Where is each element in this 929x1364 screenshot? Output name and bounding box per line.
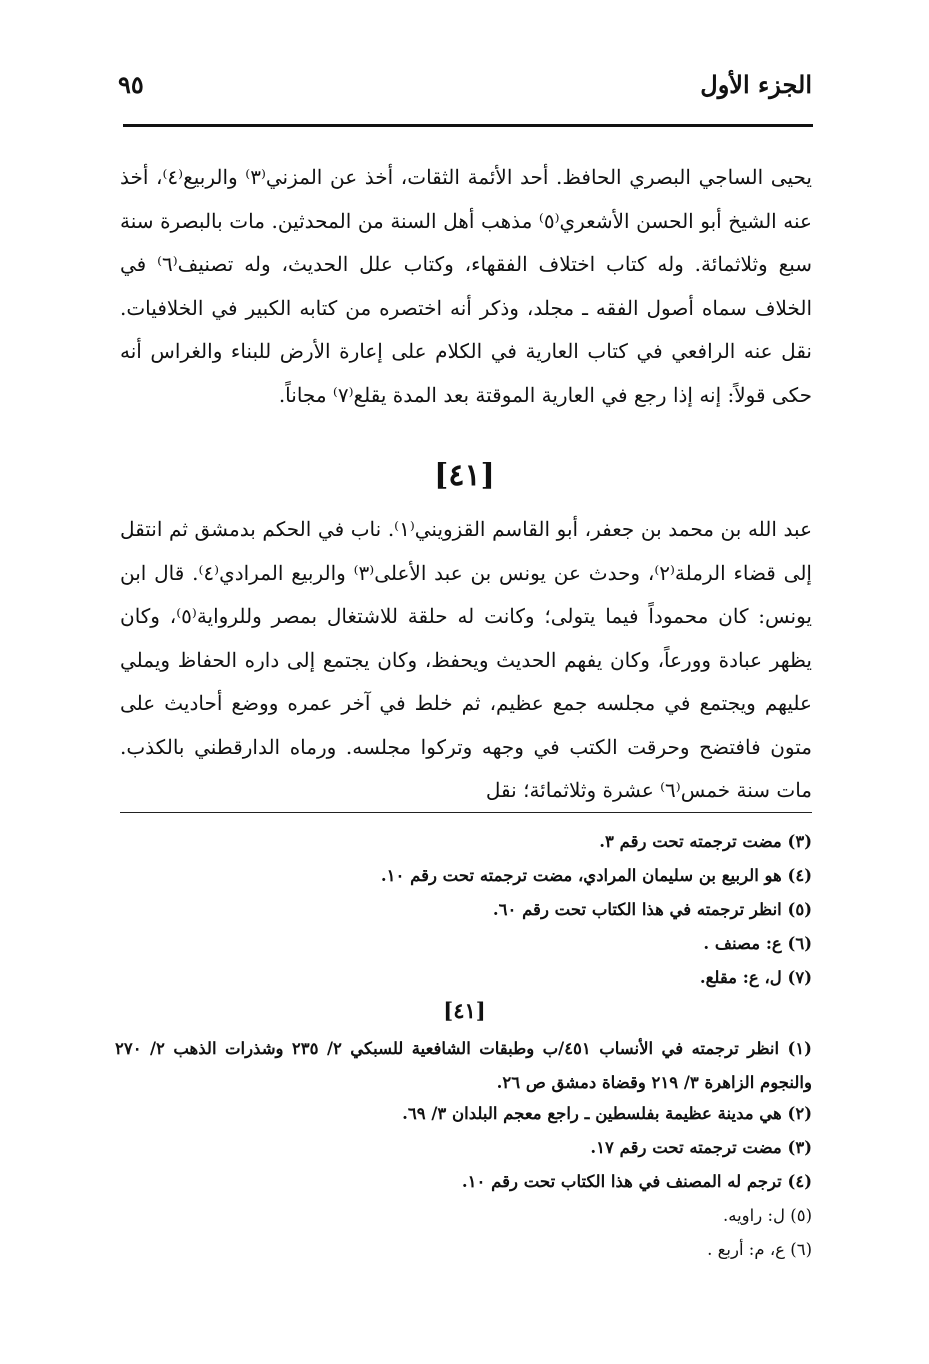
footnote-rule xyxy=(120,812,812,813)
body-paragraph-1: يحيى الساجي البصري الحافظ. أحد الأئمة الثقات، أخذ عن المزني⁽٣⁾ والربيع⁽٤⁾، أخذ عنه الشيخ أبو الحسن الأشعري⁽٥⁾ مذهب أهل السنة من المحدثين. مات بالبصرة سنة سبع وثلاثمائة. وله كتاب اختلاف الفقهاء، وكتاب علل الحديث، وله تصنيف⁽٦⁾ في الخلاف سماه أصول الفقه ـ مجلد، وذكر أنه اختصره من كتابه الكبير في الخلافيات. نقل عنه الرافعي في كتاب العارية في الكلام على إعارة الأرض للبناء والغراس أنه حكى قولاً: إنه إذا رجع في العارية الموقتة بعد المدة يقلع⁽٧⁾ مجاناً. xyxy=(120,165,813,407)
header-rule xyxy=(123,124,813,127)
footnote-item: (١) انظر ترجمته في الأنساب ٤٥١/ب وطبقات الشافعية للسبكي ٢/ ٢٣٥ وشذرات الذهب ٢/ ٢٧٠ والنجوم الزاهرة ٣/ ٢١٩ وقضاة دمشق ص ٢٦. xyxy=(115,1039,812,1092)
section-number: [٤١] xyxy=(434,458,495,493)
footnote-item: (٧) ل، ع: مقلع. xyxy=(699,968,812,987)
footnote-section-number: [٤١] xyxy=(443,998,486,1023)
footnote-item: (٣) مضت ترجمته تحت رقم ٣. xyxy=(599,832,812,851)
page-number: ٩٥ xyxy=(118,70,144,99)
footnote-item: (٥) انظر ترجمته في هذا الكتاب تحت رقم ٦٠. xyxy=(492,900,812,919)
footnote-item: (٤) هو الربيع بن سليمان المرادي، مضت ترجمته تحت رقم ١٠. xyxy=(380,866,812,885)
running-title: الجزء الأول xyxy=(700,70,812,99)
footnote-item: (٢) هي مدينة عظيمة بفلسطين ـ راجع معجم البلدان ٣/ ٦٩. xyxy=(402,1104,812,1123)
footnote-item: (٥) ل: راويه. xyxy=(723,1206,812,1225)
body-paragraph-2: عبد الله بن محمد بن جعفر، أبو القاسم القزويني⁽١⁾. ناب في الحكم بدمشق ثم انتقل إلى قضاء الرملة⁽٢⁾، وحدث عن يونس بن عبد الأعلى⁽٣⁾ والربيع المرادي⁽٤⁾. قال ابن يونس: كان محموداً فيما يتولى؛ وكانت له حلقة للاشتغال بمصر وللرواية⁽٥⁾، وكان يظهر عبادة وورعاً، وكان يفهم الحديث ويحفظ، وكان يجتمع إلى داره الحفاظ ويملي عليهم ويجتمع في مجلسه جمع عظيم، ثم خلط في آخر عمره ووضع أحاديث على متون فافتضح وحرقت الكتب في وجهه وتركوا مجلسه. ورماه الدارقطني بالكذب. مات سنة خمس⁽٦⁾ عشرة وثلاثمائة؛ نقل xyxy=(120,517,812,802)
page-header xyxy=(118,70,812,110)
footnote-item: (٦) ع، م: أربع . xyxy=(707,1240,812,1259)
footnote-item: (٦) ع: مصنف . xyxy=(703,934,812,953)
footnote-item: (٣) مضت ترجمته تحت رقم ١٧. xyxy=(590,1138,812,1157)
footnote-item: (٤) ترجم له المصنف في هذا الكتاب تحت رقم ١٠. xyxy=(461,1172,812,1191)
